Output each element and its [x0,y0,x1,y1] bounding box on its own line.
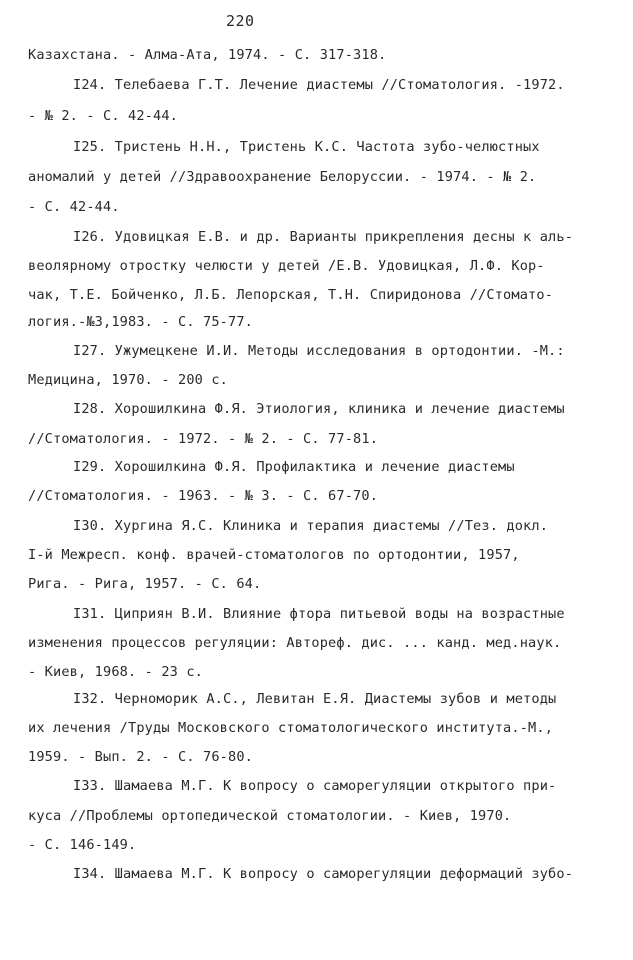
reference-line: логия.-№3,1983. - С. 75-77. [28,314,254,330]
reference-line: - № 2. - С. 42-44. [28,108,179,124]
page-number: 220 [226,12,255,30]
reference-line: I32. Черноморик А.С., Левитан Е.Я. Диастемы зубов и методы [73,691,557,707]
reference-line: - С. 42-44. [28,199,120,215]
reference-line: I28. Хорошилкина Ф.Я. Этиология, клиника и лечение диастемы [73,401,565,417]
reference-line: аномалий у детей //Здравоохранение Белоруссии. - 1974. - № 2. [28,169,537,185]
reference-line: I33. Шамаева М.Г. К вопросу о саморегуляции открытого при- [73,778,557,794]
reference-line: чак, Т.Е. Бойченко, Л.Б. Лепорская, Т.Н. Спиридонова //Стомато- [28,287,554,303]
reference-line: изменения процессов регуляции: Автореф. дис. ... канд. мед.наук. [28,635,562,651]
reference-line: //Стоматология. - 1963. - № 3. - С. 67-70. [28,488,379,504]
reference-line: - Киев, 1968. - 23 с. [28,664,204,680]
reference-line: I27. Ужумецкене И.И. Методы исследования в ортодонтии. -М.: [73,343,565,359]
reference-line: Медицина, 1970. - 200 с. [28,372,229,388]
reference-line: I31. Циприян В.И. Влияние фтора питьевой воды на возрастные [73,606,565,622]
reference-line: I-й Межресп. конф. врачей-стоматологов по ортодонтии, 1957, [28,547,520,563]
reference-line: Казахстана. - Алма-Ата, 1974. - С. 317-318. [28,47,387,63]
reference-line: Рига. - Рига, 1957. - С. 64. [28,576,262,592]
reference-line: I26. Удовицкая Е.В. и др. Варианты прикрепления десны к аль- [73,229,574,245]
reference-line: 1959. - Вып. 2. - С. 76-80. [28,749,254,765]
reference-line: - С. 146-149. [28,837,137,853]
reference-line: I30. Хургина Я.С. Клиника и терапия диастемы //Тез. докл. [73,518,549,534]
reference-line: I29. Хорошилкина Ф.Я. Профилактика и лечение диастемы [73,459,515,475]
reference-line: I24. Телебаева Г.Т. Лечение диастемы //Стоматология. -1972. [73,77,565,93]
reference-line: куса //Проблемы ортопедической стоматологии. - Киев, 1970. [28,808,512,824]
reference-line: I25. Тристень Н.Н., Тристень К.С. Частота зубо-челюстных [73,139,540,155]
reference-line: веолярному отростку челюсти у детей /Е.В. Удовицкая, Л.Ф. Кор- [28,258,545,274]
reference-line: I34. Шамаева М.Г. К вопросу о саморегуляции деформаций зубо- [73,866,574,882]
reference-line: //Стоматология. - 1972. - № 2. - С. 77-81. [28,431,379,447]
reference-line: их лечения /Труды Московского стоматологического института.-М., [28,720,554,736]
